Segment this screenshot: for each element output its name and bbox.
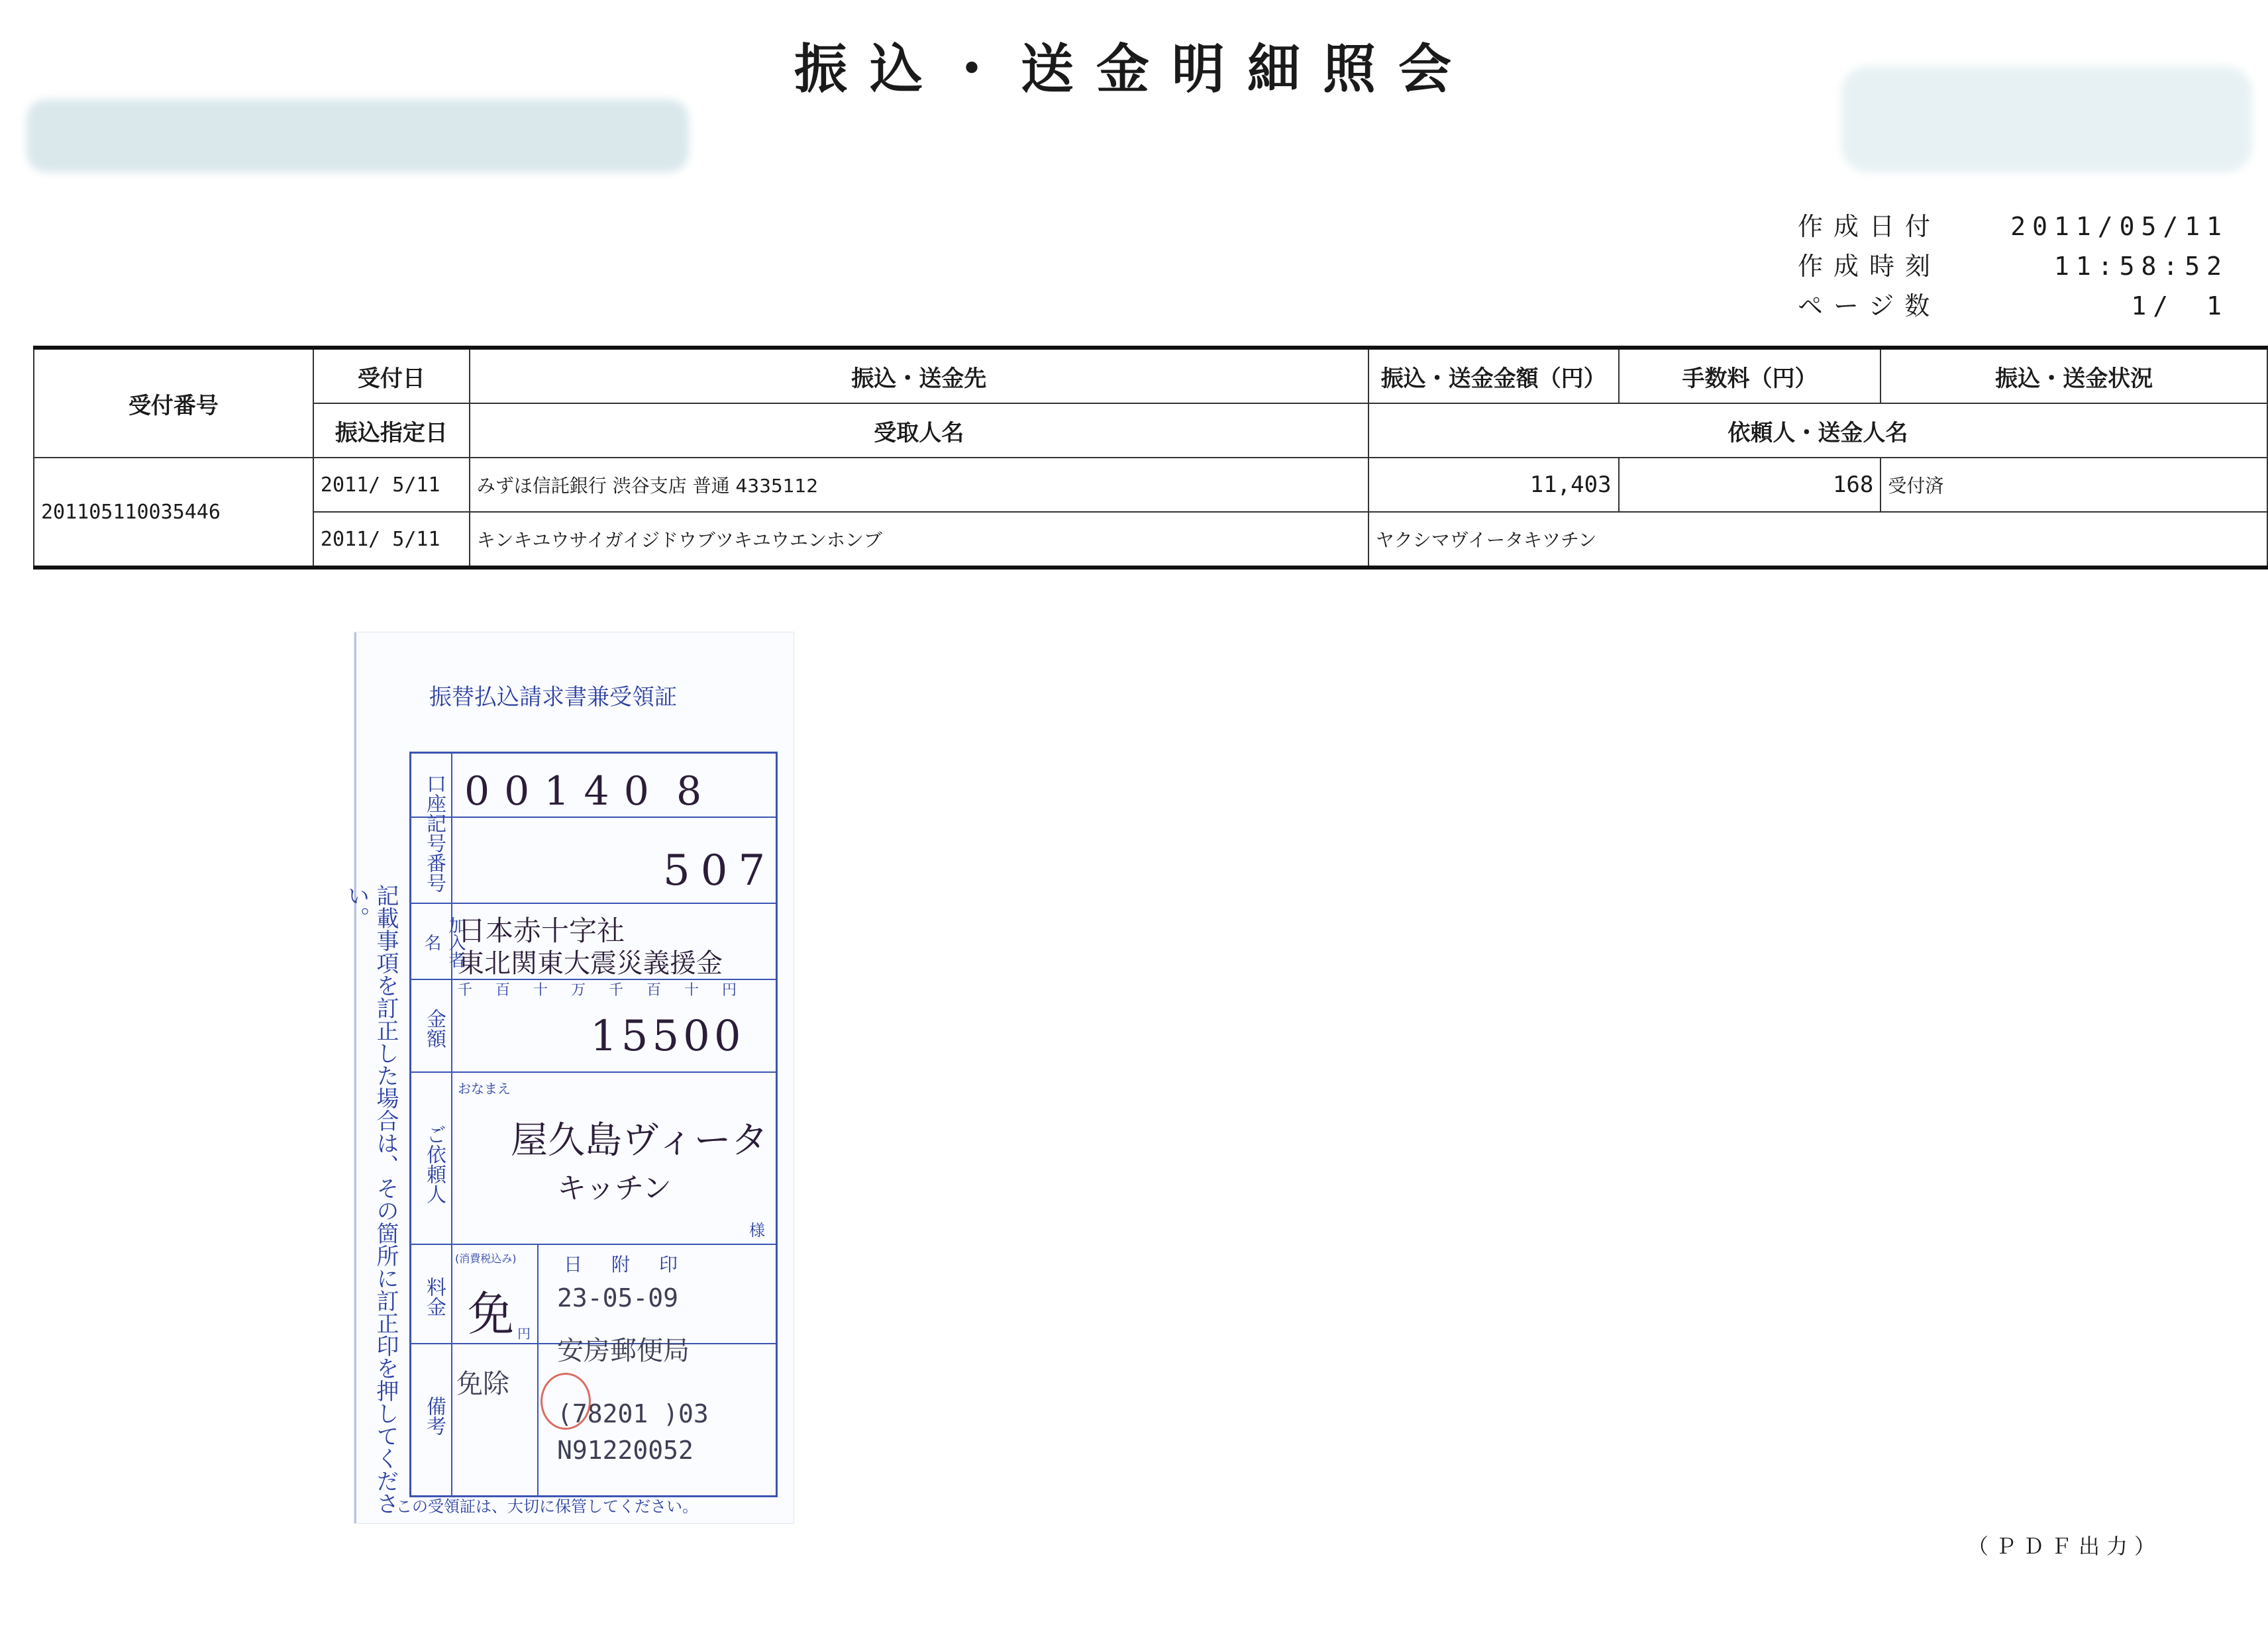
postal-transfer-receipt [343, 632, 794, 1523]
fee-handwritten: 免 [468, 1287, 514, 1341]
requester-line-2: キッチン [557, 1171, 672, 1205]
fee-cell: 168 [1619, 458, 1881, 512]
label-account: 口座記号番号 [423, 773, 446, 893]
label-amount: 金額 [423, 1009, 446, 1048]
header-designated-date: 振込指定日 [313, 403, 470, 458]
receipt-footer-note: この受領証は、大切に保管してください。 [396, 1497, 698, 1516]
header-sender: 依頼人・送金人名 [1368, 403, 2267, 458]
header-reception-date: 受付日 [313, 348, 470, 403]
label-fee: 料金 [423, 1277, 446, 1316]
receipt-side-note: 記載事項を訂正した場合は、その箇所に訂正印を押してください。 [343, 884, 399, 1514]
pdf-output-label: （ＰＤＦ出力） [1967, 1534, 2162, 1559]
label-requester: ご依頼人 [423, 1124, 446, 1204]
amount-value: 15500 [590, 1012, 745, 1061]
amount-cell: 11,403 [1368, 458, 1619, 512]
transfer-detail-table [33, 346, 2268, 570]
reception-no-cell: 201105110035446 [34, 458, 313, 568]
post-office-name: 安房郵便局 [557, 1336, 690, 1366]
table-header-row [34, 348, 2267, 403]
label-sama: 様 [749, 1221, 765, 1240]
destination-cell: みずほ信託銀行 渋谷支店 普通 4335112 [470, 458, 1368, 512]
digit-headers: 千 百 十 万 千 百 十 円 [458, 982, 746, 999]
table-header-row-2 [34, 403, 2267, 458]
account-code: 00140 [464, 768, 664, 815]
header-payee: 受取人名 [470, 403, 1368, 458]
account-number: 507 [663, 846, 776, 895]
label-yen: 円 [517, 1326, 531, 1342]
label-date-stamp: 日 附 印 [564, 1254, 684, 1275]
red-seal-stamp [541, 1373, 591, 1430]
table-row [34, 512, 2267, 568]
table-row [34, 458, 2267, 512]
status-cell: 受付済 [1881, 458, 2267, 512]
document-meta [1798, 207, 2228, 326]
redacted-smudge-left [26, 99, 689, 172]
redacted-smudge-right [1841, 66, 2252, 172]
receipt-title: 振替払込請求書兼受領証 [429, 684, 677, 711]
designated-date-cell: 2011/ 5/11 [313, 512, 470, 568]
header-amount: 振込・送金金額（円） [1368, 348, 1619, 403]
created-time-label: 作成時刻 [1798, 252, 1941, 281]
stamp-date: 23-05-09 [557, 1283, 679, 1313]
header-fee: 手数料（円） [1619, 348, 1881, 403]
header-status: 振込・送金状況 [1881, 348, 2267, 403]
created-time: 11:58:52 [2053, 252, 2228, 281]
sender-cell: ヤクシマヴイータキツチン [1368, 512, 2267, 568]
subscriber-line-2: 東北関東大震災義援金 [458, 948, 723, 979]
remarks-value: 免除 [456, 1369, 509, 1399]
payee-cell: キンキユウサイガイジドウブツキユウエンホンブ [470, 512, 1368, 568]
created-date-label: 作成日付 [1798, 212, 1941, 241]
page-title: 振込・送金明細照会 [794, 38, 1474, 100]
page-count-label: ページ数 [1798, 291, 1941, 321]
subscriber-line-1: 日本赤十字社 [458, 915, 625, 947]
account-check: 8 [676, 768, 702, 815]
requester-line-1: 屋久島ヴィータ [511, 1119, 768, 1162]
label-remarks: 備考 [423, 1396, 446, 1436]
page-count: 1/ 1 [2131, 291, 2228, 321]
label-tax-incl: (消費税込み) [455, 1252, 517, 1265]
header-destination: 振込・送金先 [470, 348, 1368, 403]
serial-number: N91220052 [557, 1436, 694, 1465]
label-subscriber: 加入者名 [421, 917, 466, 968]
receipt-form-grid [409, 752, 778, 1497]
label-name-small: おなまえ [458, 1081, 511, 1097]
created-date: 2011/05/11 [2010, 212, 2228, 241]
header-reception-no: 受付番号 [34, 348, 313, 458]
reception-date-cell: 2011/ 5/11 [313, 458, 470, 512]
office-code: (78201 )03 [557, 1399, 709, 1428]
